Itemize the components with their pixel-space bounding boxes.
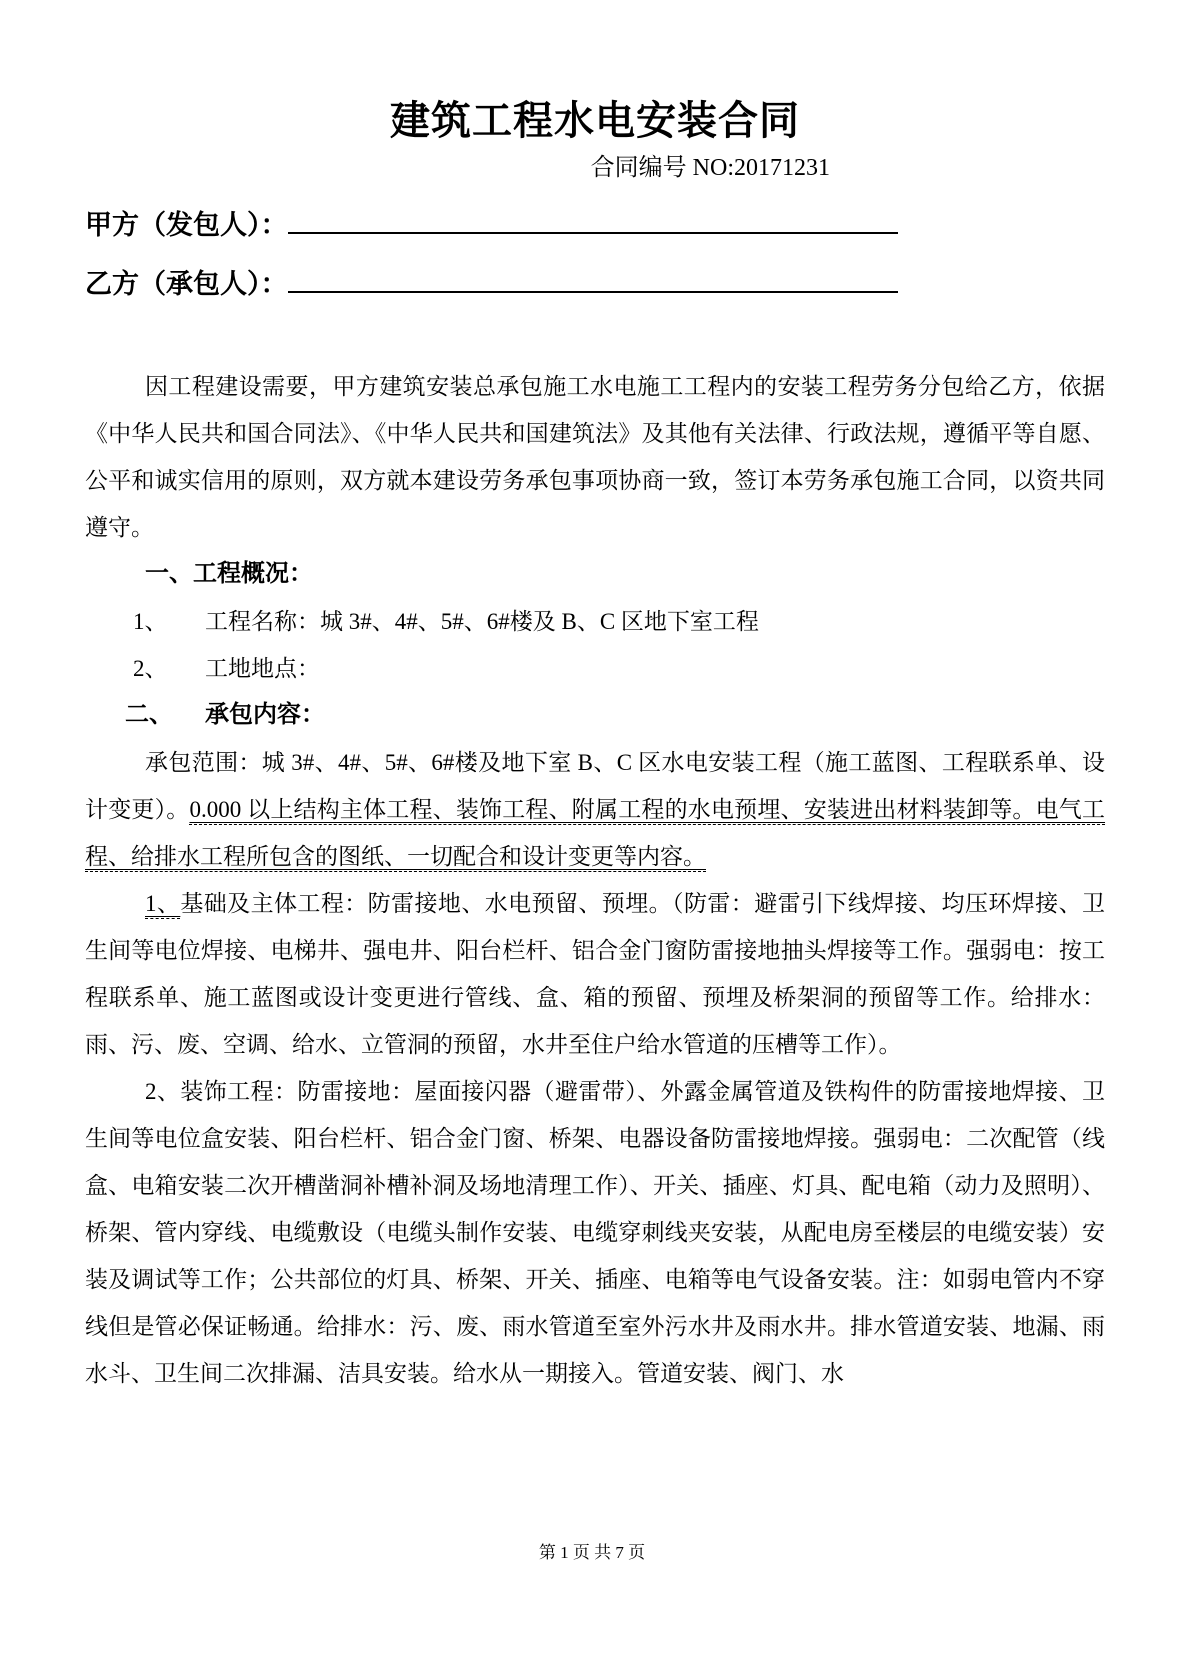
paragraph-number-revision: 1、	[145, 891, 180, 919]
scope-plain-text: 承包范围：城 3#、4#、5#、6#楼及地下室 B、C 区水电安装工程（施工蓝图、工程联系单、设计变更）。	[85, 750, 1105, 822]
item-number: 1、	[133, 609, 168, 634]
scope-paragraph	[85, 739, 1105, 880]
section-number: 二、	[125, 702, 173, 728]
foundation-works-text: 基础及主体工程：防雷接地、水电预留、预埋。（防雷：避雷引下线焊接、均压环焊接、卫生间等电位焊接、电梯井、强电井、阳台栏杆、铝合金门窗防雷接地抽头焊接等工作。强弱电：按工程联系单、施工蓝图或设计变更进行管线、盒、箱的预留、预埋及桥架洞的预留等工作。给排水：雨、污、废、空调、给水、立管洞的预留，水井至住户给水管道的压槽等工作）。	[85, 891, 1106, 1057]
foundation-works-paragraph	[85, 880, 1105, 1068]
party-b-label: 乙方（承包人）：	[85, 269, 288, 299]
section-2-heading	[85, 692, 1105, 739]
list-item-site-location	[85, 645, 1105, 692]
intro-paragraph: 因工程建设需要，甲方建筑安装总承包施工水电施工工程内的安装工程劳务分包给乙方，依据《中华人民共和国合同法》、《中华人民共和国建筑法》及其他有关法律、行政法规，遵循平等自愿、公平和诚实信用的原则，双方就本建设劳务承包事项协商一致，签订本劳务承包施工合同，以资共同遵守。	[85, 374, 1105, 540]
contract-body	[85, 363, 1105, 1397]
item-number: 2、	[133, 656, 168, 681]
contract-number: 合同编号 NO:20171231	[590, 155, 830, 181]
party-a-blank-line[interactable]	[288, 200, 898, 234]
section-title: 承包内容：	[205, 702, 325, 728]
page-number-footer: 第 1 页 共 7 页	[538, 1543, 646, 1562]
party-b-blank-line[interactable]	[288, 259, 898, 293]
party-b-row	[85, 259, 1105, 305]
party-a-label: 甲方（发包人）：	[85, 210, 288, 240]
list-item-project-name	[85, 598, 1105, 645]
decoration-works-paragraph: 2、装饰工程：防雷接地：屋面接闪器（避雷带）、外露金属管道及铁构件的防雷接地焊接、卫生间等电位盒安装、阳台栏杆、铝合金门窗、桥架、电器设备防雷接地焊接。强弱电：二次配管（线盒、电箱安装二次开槽凿洞补槽补洞及场地清理工作）、开关、插座、灯具、配电箱（动力及照明）、桥架、管内穿线、电缆敷设（电缆头制作安装、电缆穿刺线夹安装，从配电房至楼层的电缆安装）安装及调试等工作；公共部位的灯具、桥架、开关、插座、电箱等电气设备安装。注：如弱电管内不穿线但是管必保证畅通。给排水：污、废、雨水管道至室外污水井及雨水井。排水管道安装、地漏、雨水斗、卫生间二次排漏、洁具安装。给水从一期接入。管道安装、阀门、水	[85, 1079, 1105, 1386]
item-text: 工程名称：城 3#、4#、5#、6#楼及 B、C 区地下室工程	[205, 609, 759, 634]
party-a-row	[85, 200, 1105, 246]
item-text: 工地地点：	[205, 656, 320, 681]
page-title: 建筑工程水电安装合同	[390, 98, 800, 143]
scope-inserted-revision-text: 0.000 以上结构主体工程、装饰工程、附属工程的水电预埋、安装进出材料装卸等。电气工程、给排水工程所包含的图纸、一切配合和设计变更等内容。	[85, 797, 1105, 872]
section-1-heading: 一、工程概况：	[145, 561, 313, 587]
